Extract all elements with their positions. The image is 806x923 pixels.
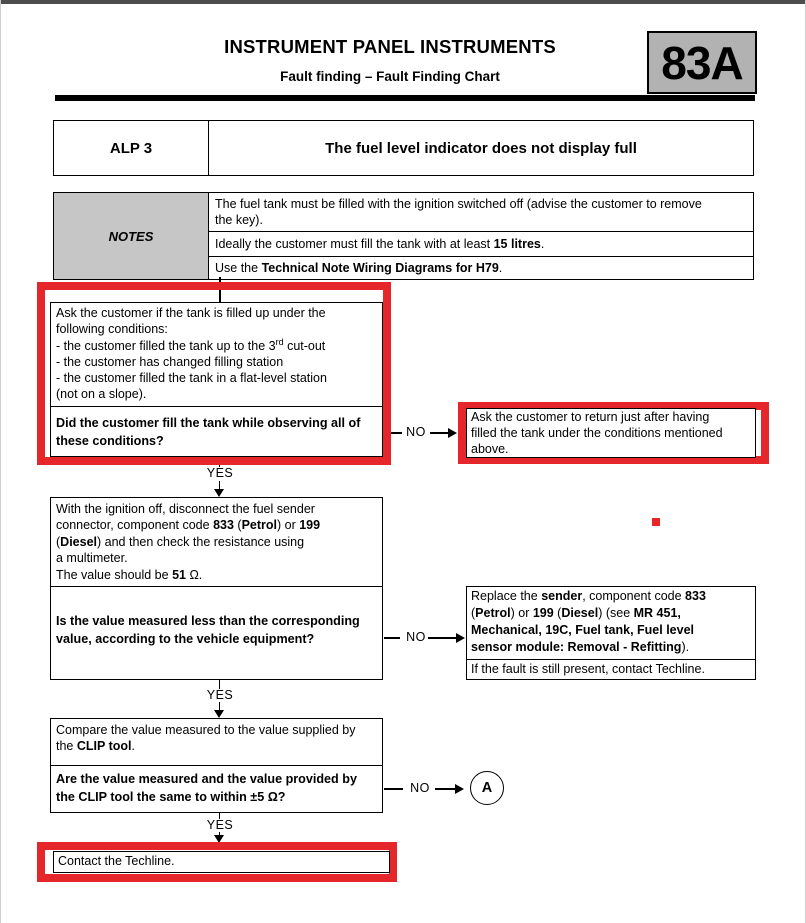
- no-arrow-3: [435, 788, 455, 790]
- yes-label-3: YES: [206, 818, 234, 832]
- flow-box-1-question: Did the customer fill the tank while observing all of these conditions?: [56, 416, 361, 448]
- flow-box-1: [50, 302, 383, 457]
- no-label-1: NO: [406, 425, 426, 439]
- header-rule: [55, 95, 755, 101]
- no-connector-3-stub: [384, 788, 403, 790]
- flow-box-2: [50, 497, 383, 680]
- flow-box-final: Contact the Techline.: [53, 851, 390, 873]
- flow-box-1-info: Ask the customer if the tank is filled up under the following conditions: - the customer filled the tank up to the 3rd cut-out - the customer has changed filling station - the customer filled the tank in a flat-level station (not on a slope).: [51, 303, 382, 407]
- page-edge-left: [0, 0, 1, 923]
- yes-arrow-3: [219, 832, 221, 835]
- flow-box-3: [50, 718, 383, 813]
- no-action-2-text: Replace the sender, component code 833 (Petrol) or 199 (Diesel) (see MR 451, Mechanical, 19C, Fuel tank, Fuel level sensor module: Removal - Refitting).: [467, 587, 755, 660]
- red-marker-dot: [652, 518, 660, 526]
- notes-rows: [209, 193, 753, 279]
- no-action-2-note: If the fault is still present, contact Techline.: [471, 662, 705, 676]
- yes-label-1: YES: [206, 466, 234, 480]
- page-subtitle: Fault finding – Fault Finding Chart: [280, 69, 500, 84]
- notes-label-cell: NOTES: [54, 193, 209, 279]
- no-arrow-2: [428, 637, 456, 639]
- no-label-3: NO: [410, 781, 430, 795]
- no-label-2: NO: [406, 630, 426, 644]
- page-top-bar: [0, 0, 806, 4]
- no-arrow-1: [430, 432, 448, 434]
- flow-box-no-action-1: Ask the customer to return just after having filled the tank under the conditions mentioned above.: [466, 408, 756, 458]
- yes-arrow-2: [219, 702, 221, 710]
- flow-box-3-info: Compare the value measured to the value supplied by the CLIP tool.: [51, 719, 382, 766]
- no-connector-2-stub: [384, 637, 400, 639]
- page-title: INSTRUMENT PANEL INSTRUMENTS: [224, 36, 556, 57]
- connector-a-circle: A: [470, 771, 504, 805]
- flow-box-3-question: Are the value measured and the value provided by the CLIP tool the same to within ±5 Ω?: [56, 772, 357, 804]
- section-code-badge: 83A: [647, 31, 757, 94]
- flow-box-2-info: With the ignition off, disconnect the fuel sender connector, component code 833 (Petrol) or 199 (Diesel) and then check the resistance using a multimeter. The value should be 51 Ω.: [51, 498, 382, 587]
- notes-row-2: Ideally the customer must fill the tank with at least 15 litres.: [209, 232, 753, 257]
- flow-box-no-action-2: [466, 586, 756, 680]
- yes-label-2: YES: [206, 688, 234, 702]
- alp-code-cell: ALP 3: [54, 121, 209, 175]
- alp-table: [53, 120, 754, 176]
- notes-table: [53, 192, 754, 280]
- notes-row-3: Use the Technical Note Wiring Diagrams for H79.: [215, 261, 503, 275]
- flow-box-2-question: Is the value measured less than the corresponding value, according to the vehicle equipment?: [56, 614, 360, 646]
- page-header: [55, 36, 725, 84]
- notes-row-1: The fuel tank must be filled with the ignition switched off (advise the customer to remove the key).: [209, 193, 753, 232]
- yes-arrow-1: [219, 481, 221, 489]
- alp-title-cell: The fuel level indicator does not display full: [325, 139, 637, 157]
